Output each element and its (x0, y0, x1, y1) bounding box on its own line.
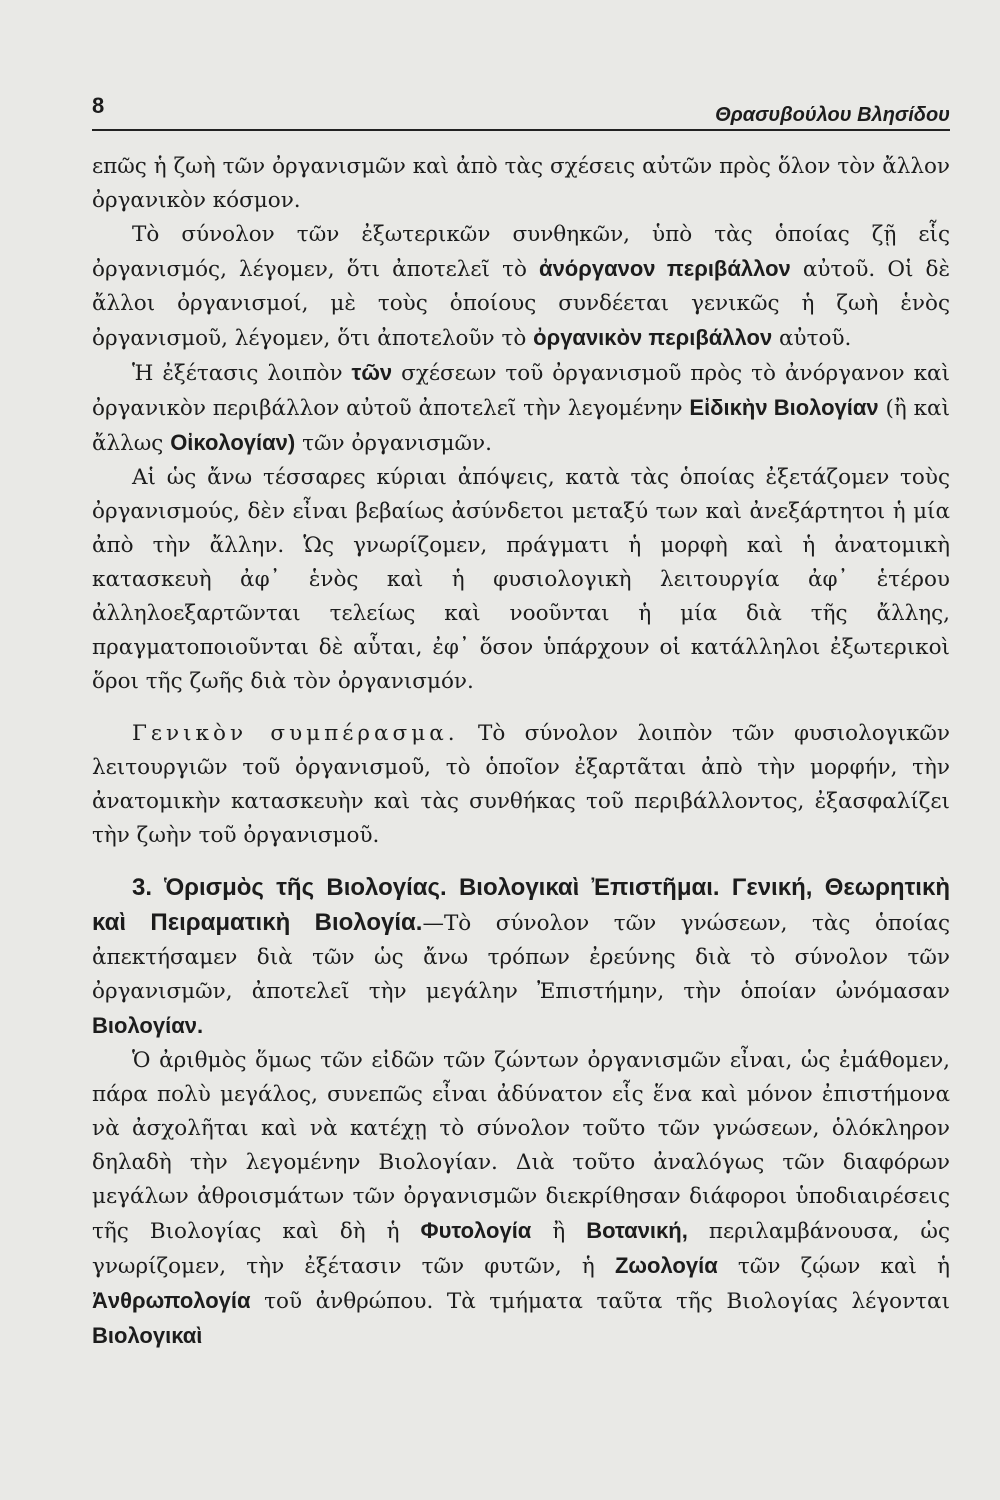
paragraph-6-text-3: περιλαμβάνουσα, ὡς γνωρίζομεν, τὴν ἐξέτασιν τῶν φυτῶν, ἡ (92, 1219, 950, 1279)
paragraph-2-text-1: Τὸ σύνολον τῶν ἐξωτερικῶν συνθηκῶν, ὑπὸ τὰς ὁποίας ζῇ εἷς ὀργανισμός, λέγομεν, ὅτι ἀποτελεῖ τὸ (92, 222, 950, 282)
paragraph-2-text-3: αὐτοῦ. (772, 326, 852, 351)
paragraph-2 (92, 218, 950, 356)
paragraph-6-text-1: Ὁ ἀριθμὸς ὅμως τῶν εἰδῶν τῶν ζώντων ὀργανισμῶν εἶναι, ὡς ἐμάθομεν, πάρα πολὺ μεγάλος, συνεπῶς εἶναι ἀδύνατον εἷς ἕνα καὶ μόνον ἐπιστήμονα νὰ ἀσχολῆται καὶ νὰ κατέχῃ τὸ σύνολον τοῦτο τῶν γνώσεων, ὁλόκληρον δηλαδὴ τὴν λεγομένην Βιολογίαν. Διὰ τοῦτο ἀναλόγως τῶν διαφόρων μεγάλων ἀθροισμάτων τῶν ὀργανισμῶν διεκρίθησαν διάφοροι ὑποδιαιρέσεις τῆς Βιολογίας καὶ δὴ ἡ (92, 1048, 950, 1244)
paragraph-4-text: Αἱ ὡς ἄνω τέσσαρες κύριαι ἀπόψεις, κατὰ τὰς ὁποίας ἐξετάζομεν τοὺς ὀργανισμούς, δὲν εἶναι βεβαίως ἀσύνδετοι μεταξύ των καὶ ἀνεξάρτητοι ἡ μία ἀπὸ τὴν ἄλλην. Ὡς γνωρίζομεν, πράγματι ἡ μορφὴ καὶ ἡ ἀνατομικὴ κατασκευὴ ἀφ᾽ ἑνὸς καὶ ἡ φυσιολογικὴ λειτουργία ἀφ᾽ ἑτέρου ἀλληλοεξαρτῶνται τελείως καὶ νοοῦνται ἡ μία διὰ τῆς ἄλλης, πραγματοποιοῦνται δὲ αὗται, ἐφ᾽ ὅσον ὑπάρχουν οἱ κατάλληλοι ἐξωτερικοὶ ὅροι τῆς ζωῆς διὰ τὸν ὀργανισμόν. (92, 465, 950, 694)
term-inorganic-environment: ἀνόργανον περιβάλλον (539, 256, 791, 281)
general-conclusion-label: Γενικὸν συμπέρασμα. (132, 721, 459, 746)
term-ecology: Οἰκολογίαν) (170, 430, 296, 455)
paragraph-4 (92, 461, 950, 699)
term-anthropology: Ἀνθρωπολογία (92, 1288, 251, 1313)
term-organic-environment: ὀργανικὸν περιβάλλον (533, 325, 773, 350)
paragraph-3 (92, 356, 950, 461)
term-zoology: Ζωολογία (614, 1253, 718, 1278)
running-title: Θρασυβούλου Βλησίδου (715, 104, 950, 126)
term-botany: Βοτανική, (586, 1218, 688, 1243)
term-special-biology: Εἰδικὴν Βιολογίαν (689, 395, 879, 420)
paragraph-3-text-1: Ἡ ἐξέτασις λοιπὸν (132, 361, 352, 386)
section-3 (92, 871, 950, 1044)
paragraph-6-text-2: ἢ (531, 1219, 587, 1244)
paragraph-6-text-4: τῶν ζῴων καὶ ἡ (717, 1254, 950, 1279)
paragraph-2-text-2: αὐτοῦ. Οἱ δὲ ἄλλοι ὀργανισμοί, μὲ τοὺς ὁποίους συνδέεται γενικῶς ἡ ζωὴ ἑνὸς ὀργανισμοῦ, λέγομεν, ὅτι ἀποτελοῦν τὸ (92, 257, 951, 351)
section-gap (92, 853, 950, 871)
paragraph-6 (92, 1044, 950, 1354)
bold-ton: τῶν (351, 360, 393, 385)
paragraph-gap (92, 699, 950, 717)
paragraph-5-text: Τὸ σύνολον λοιπὸν τῶν φυσιολογικῶν λειτουργιῶν τοῦ ὀργανισμοῦ, τὸ ὁποῖον ἐξαρτᾶται ἀπὸ τὴν μορφήν, τὴν ἀνατομικὴν κατασκευὴν καὶ τὰς συνθήκας τοῦ περιβάλλοντος, ἐξασφαλίζει τὴν ζωὴν τοῦ ὀργανισμοῦ. (92, 721, 951, 848)
paragraph-3-text-2: σχέσεων τοῦ ὀργανισμοῦ πρὸς τὸ ἀνόργανον καὶ ὀργανικὸν περιβάλλον αὐτοῦ ἀποτελεῖ τὴν λεγομένην (92, 361, 950, 421)
paragraph-6-text-5: τοῦ ἀνθρώπου. Τὰ τμήματα ταῦτα τῆς Βιολογίας λέγονται (250, 1289, 950, 1314)
paragraph-1 (92, 150, 950, 218)
page-body (92, 150, 950, 1354)
term-phytology: Φυτολογία (420, 1218, 532, 1243)
paragraph-1-text: επῶς ἡ ζωὴ τῶν ὀργανισμῶν καὶ ἀπὸ τὰς σχέσεις αὐτῶν πρὸς ὅλον τὸν ἄλλον ὀργανικὸν κόσμον. (92, 154, 950, 213)
page-header (92, 93, 950, 131)
paragraph-3-text-4: τῶν ὀργανισμῶν. (295, 431, 492, 456)
section-3-title: 3. Ὁρισμὸς τῆς Βιολογίας. Βιολογικαὶ Ἐπιστῆμαι. Γενική, Θεωρητικὴ καὶ Πειραματικὴ Βιολογία. (92, 874, 950, 936)
page-number: 8 (92, 93, 105, 118)
paragraph-5 (92, 717, 950, 853)
term-biology: Βιολογίαν. (92, 1013, 204, 1038)
paragraph-3-text-3: (ἢ καὶ ἄλλως (92, 396, 951, 456)
section-3-text: —Τὸ σύνολον τῶν γνώσεων, τὰς ὁποίας ἀπεκτήσαμεν διὰ τῶν ὡς ἄνω τρόπων ἐρεύνης διὰ τὸ σύνολον τῶν ὀργανισμῶν, ἀποτελεῖ τὴν μεγάλην Ἐπιστήμην, τὴν ὁποίαν ὠνόμασαν (92, 911, 950, 1004)
term-biological: Βιολογικαὶ (92, 1323, 203, 1348)
